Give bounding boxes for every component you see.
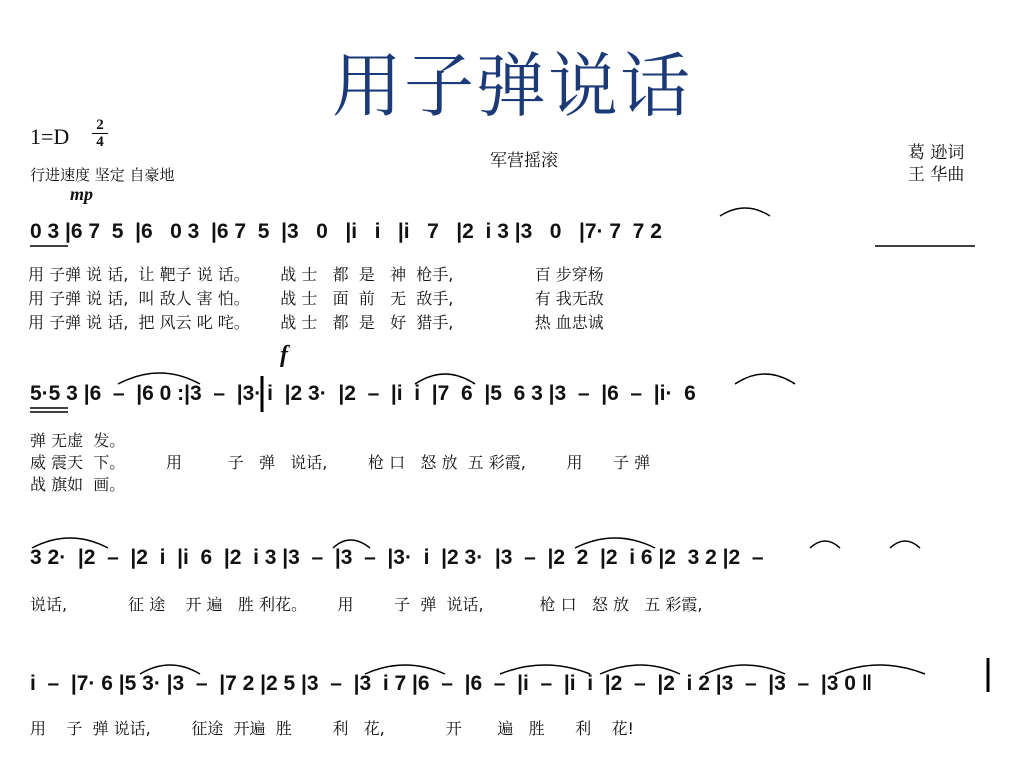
lyrics-line-1-verse-3: 用 子弹 说 话, 把 风云 叱 咤。 战 士 都 是 好 猎手, 热 血忠诚 (28, 313, 604, 332)
notation-line-2: 5·5 3 |6 – |6 0 :|3 – |3· i |2 3· |2 – |i i |7 6 |5 6 3 |3 – |6 – |i· 6 (30, 382, 702, 405)
time-signature-top: 2 (96, 117, 104, 133)
notation-line-1: 0 3 |6 7 5 |6 0 3 |6 7 5 |3 0 |i i |i 7 |2 i 3 |3 0 |7· 7 7 2 (30, 220, 668, 243)
lyrics-line-2-verse-1: 弹 无虚 发。 (30, 431, 126, 450)
lyrics-line-3: 说话, 征 途 开 遍 胜 利花。 用 子 弹 说话, 枪 口 怒 放 五 彩霞, (30, 595, 703, 614)
tempo-marking: 行进速度 坚定 自豪地 (30, 166, 175, 184)
dynamic-mp: mp (70, 184, 94, 204)
notation-row-3 (30, 546, 996, 590)
notation-line-4: i – |7· 6 |5 3· |3 – |7 2 |2 5 |3 – |3 i 7 |6 – |6 – |i – |i i |2 – |2 i 2 |3 – |3 – |3 0 ‖ (30, 672, 873, 695)
style-marking: 军营摇滚 (490, 151, 558, 171)
notation-line-3: 3 2· |2 – |2 i |i 6 |2 i 3 |3 – |3 – |3· i |2 3· |3 – |2 2 |2 i 6 |2 3 2 |2 – (30, 546, 770, 569)
lyrics-line-4: 用 子 弹 说话, 征途 开遍 胜 利 花, 开 遍 胜 利 花! (30, 719, 634, 738)
time-signature-bottom: 4 (96, 134, 104, 150)
slur-mark (720, 208, 770, 216)
time-signature (92, 118, 108, 149)
notation-row-4 (30, 672, 996, 716)
composer-credit: 王 华曲 (908, 165, 965, 185)
notation-row-2 (30, 382, 996, 426)
lyrics-line-1-verse-1: 用 子弹 说 话, 让 靶子 说 话。 战 士 都 是 神 枪手, 百 步穿杨 (28, 265, 604, 284)
dynamic-f: f (280, 342, 288, 368)
key-signature: 1=D (30, 124, 70, 149)
lyrics-line-2-verse-2: 威 震天 下。 用 子 弹 说话, 枪 口 怒 放 五 彩霞, 用 子 弹 (30, 453, 651, 472)
lyrics-line-1-verse-2: 用 子弹 说 话, 叫 敌人 害 怕。 战 士 面 前 无 敌手, 有 我无敌 (28, 289, 604, 308)
lyrics-line-2-verse-3: 战 旗如 画。 (30, 475, 126, 494)
lyricist-credit: 葛 逊词 (908, 143, 965, 163)
notation-row-1 (30, 220, 996, 264)
song-title: 用子弹说话 (332, 45, 692, 127)
